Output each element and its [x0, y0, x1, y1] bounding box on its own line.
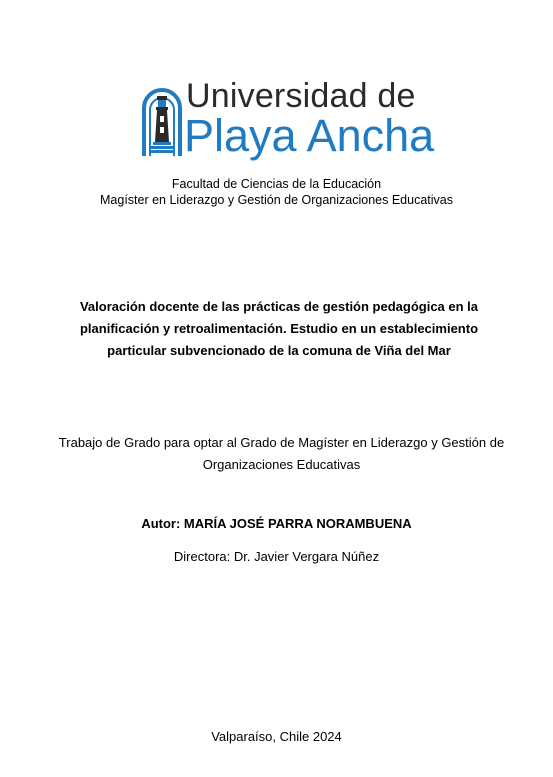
lighthouse-logo-icon: [140, 82, 184, 158]
university-logo: [140, 76, 440, 166]
director-line: Directora: Dr. Javier Vergara Núñez: [173, 549, 380, 564]
logo-text-playa-ancha: Playa Ancha: [184, 110, 435, 161]
faculty-name: Facultad de Ciencias de la Educación: [171, 177, 382, 191]
degree-statement: Trabajo de Grado para optar al Grado de Magíster en Liderazgo y Gestión de Organizaciones Educativas: [58, 435, 505, 472]
logo-text-universidad: Universidad de: [186, 77, 416, 115]
thesis-title: Valoración docente de las prácticas de gestión pedagógica en la planificación y retroalimentación. Estudio en un establecimiento particular subvencionado de la comuna de Viña del Mar: [79, 299, 479, 358]
author-line: Autor: MARÍA JOSÉ PARRA NORAMBUENA: [141, 516, 412, 531]
faculty-block: [0, 176, 553, 208]
location-date: Valparaíso, Chile 2024: [211, 729, 342, 744]
program-name: Magíster en Liderazgo y Gestión de Organizaciones Educativas: [100, 193, 453, 207]
